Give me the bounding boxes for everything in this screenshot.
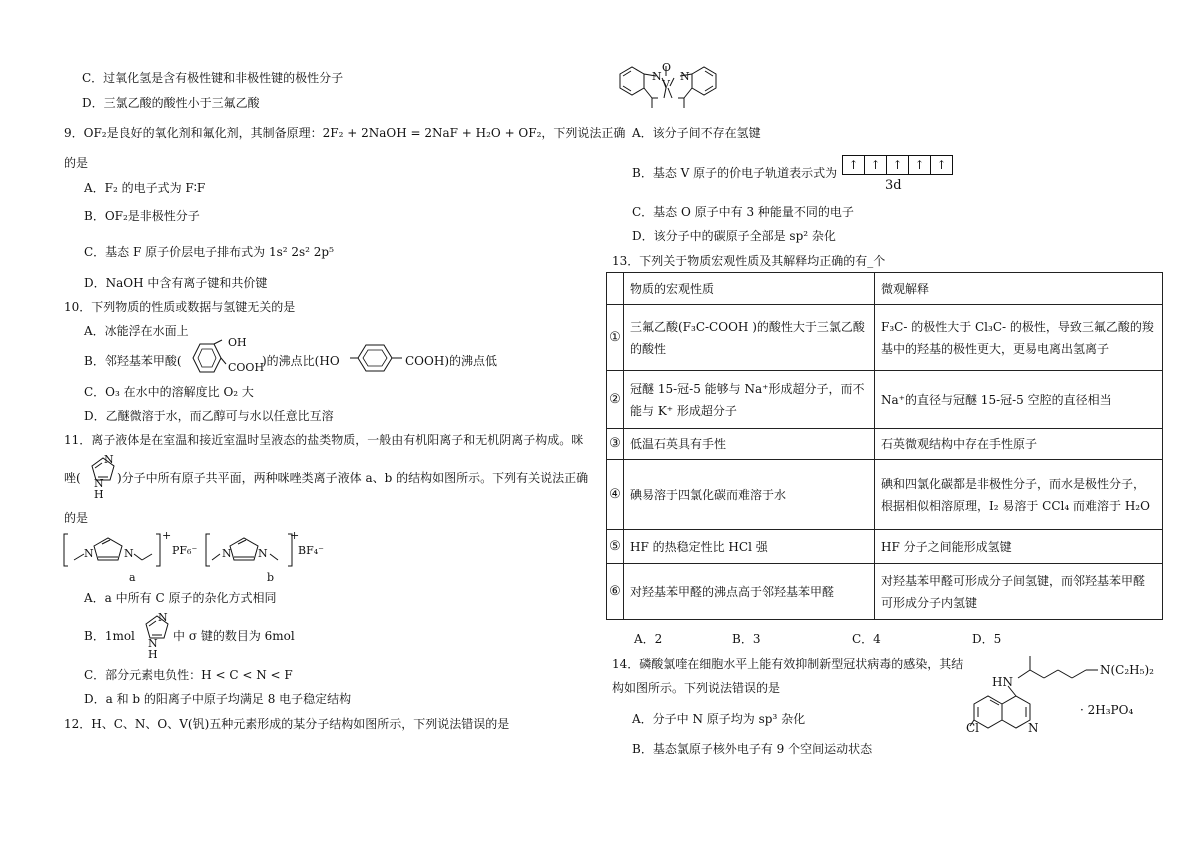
q13-option-d: D．5	[972, 632, 1002, 646]
row-number: ⑥	[607, 564, 624, 620]
macro-property: 碘易溶于四氯化碳而难溶于水	[624, 460, 875, 530]
macro-property: 三氟乙酸(F₃C-COOH )的酸性大于三氯乙酸的酸性	[624, 305, 875, 371]
q14-option-b: B．基态氯原子核外电子有 9 个空间运动状态	[632, 742, 873, 756]
micro-explanation: 对羟基苯甲醛可形成分子间氢键，而邻羟基苯甲醛可形成分子内氢键	[875, 564, 1163, 620]
ionic-a-anion: PF₆⁻	[172, 544, 198, 557]
ionic-b-label: b	[267, 571, 275, 584]
q10-option-d: D．乙醚微溶于水，而乙醇可与水以任意比互溶	[84, 409, 334, 423]
table-row	[607, 305, 1163, 371]
ionic-liquid-a-structure	[62, 532, 162, 568]
q9-option-a: A．F₂ 的电子式为 F∶F	[84, 181, 206, 195]
q12-stem: 12．H、C、N、O、V(钒)五种元素形成的某分子结构如图所示，下列说法错误的是	[64, 717, 510, 731]
orbital-box: ↑	[931, 155, 953, 175]
q10-option-a: A．冰能浮在水面上	[84, 324, 189, 338]
table-row	[607, 564, 1163, 620]
orbital-box: ↑	[909, 155, 931, 175]
table-header-cell: 物质的宏观性质	[624, 273, 875, 305]
row-number: ②	[607, 371, 624, 429]
q11-option-b-prefix: B．1mol	[84, 629, 135, 643]
q9-stem-cont: 的是	[64, 156, 89, 170]
q12-option-b: B．基态 V 原子的价电子轨道表示式为	[632, 166, 838, 180]
table-header-cell	[607, 273, 624, 305]
orbital-box: ↑	[887, 155, 909, 175]
q9-stem: 9．OF₂是良好的氧化剂和氟化剂，其制备原理：2F₂ + 2NaOH = 2NaF + H₂O + OF₂，下列说法正确	[64, 126, 626, 140]
macro-property: HF 的热稳定性比 HCl 强	[624, 530, 875, 564]
q8-option-c: C．过氧化氢是含有极性键和非极性键的极性分子	[82, 71, 344, 85]
q9-option-d: D．NaOH 中含有离子键和共价键	[84, 276, 268, 290]
ionic-b-n1-label: N	[222, 547, 232, 560]
imidazole-n-label: N	[104, 453, 114, 466]
complex-n2-label: N	[680, 70, 690, 83]
q14-stem-cont: 构如图所示。下列说法错误的是	[612, 681, 781, 695]
ionic-b-n2-label: N	[258, 547, 268, 560]
salicylic-oh-label: OH	[228, 336, 247, 349]
q14-option-a: A．分子中 N 原子均为 sp³ 杂化	[632, 712, 806, 726]
q11-stem-prefix: 唑(	[64, 471, 81, 485]
macro-property: 低温石英具有手性	[624, 429, 875, 460]
table-row	[607, 530, 1163, 564]
orbital-box: ↑	[842, 155, 865, 175]
table-row	[607, 429, 1163, 460]
complex-o-top-label: O	[662, 61, 672, 74]
ionic-a-n1-label: N	[84, 547, 94, 560]
q8-option-d: D．三氯乙酸的酸性小于三氟乙酸	[82, 96, 260, 110]
ionic-a-charge: +	[162, 529, 172, 542]
table-row	[607, 460, 1163, 530]
q12-option-d: D．该分子中的碳原子全部是 sp² 杂化	[632, 229, 836, 243]
q10-option-b-suffix: COOH)的沸点低	[405, 354, 498, 368]
q11-stem: 11．离子液体是在室温和接近室温时呈液态的盐类物质，一般由有机阳离子和无机阴离子构成。咪	[64, 433, 584, 447]
chloroquine-n-label: N	[1028, 721, 1039, 735]
imidazole-b-h-label: H	[148, 648, 158, 661]
chloroquine-phosphate-label: · 2H₃PO₄	[1080, 703, 1134, 717]
q12-option-c: C．基态 O 原子中有 3 种能量不同的电子	[632, 205, 854, 219]
chloroquine-cl-label: Cl	[966, 721, 980, 735]
q11-option-b-suffix: 中 σ 键的数目为 6mol	[173, 629, 295, 643]
micro-explanation: HF 分子之间能形成氢键	[875, 530, 1163, 564]
micro-explanation: Na⁺的直径与冠醚 15-冠-5 空腔的直径相当	[875, 371, 1163, 429]
q10-option-b-mid: )的沸点比(HO	[262, 354, 340, 368]
q11-option-c: C．部分元素电负性：H < C < N < F	[84, 668, 293, 682]
q11-option-d: D．a 和 b 的阳离子中原子均满足 8 电子稳定结构	[84, 692, 352, 706]
imidazole-h-label: H	[94, 488, 104, 501]
micro-explanation: 碘和四氯化碳都是非极性分子，而水是极性分子，根据相似相溶原理，I₂ 易溶于 CCl₄ 而难溶于 H₂O	[875, 460, 1163, 530]
orbital-box: ↑	[865, 155, 887, 175]
q11-option-a: A．a 中所有 C 原子的杂化方式相同	[84, 591, 277, 605]
orbital-subshell-label: 3d	[885, 178, 902, 193]
row-number: ③	[607, 429, 624, 460]
chloroquine-diethylamino-label: N(C₂H₅)₂	[1100, 663, 1154, 677]
row-number: ④	[607, 460, 624, 530]
q13-stem: 13．下列关于物质宏观性质及其解释均正确的有_个	[612, 254, 886, 268]
macro-property: 对羟基苯甲醛的沸点高于邻羟基苯甲醛	[624, 564, 875, 620]
ionic-b-anion: BF₄⁻	[298, 544, 324, 557]
q11-stem-suffix: )分子中所有原子共平面，两种咪唑类离子液体 a、b 的结构如图所示。下列有关说法正确	[117, 471, 589, 485]
ionic-liquid-b-structure	[204, 532, 304, 568]
salicylic-cooh-label: COOH	[228, 361, 265, 374]
table-row	[607, 371, 1163, 429]
table-header-cell: 微观解释	[875, 273, 1163, 305]
q10-stem: 10．下列物质的性质或数据与氢键无关的是	[64, 300, 296, 314]
q11-stem-cont: 的是	[64, 511, 89, 525]
q13-option-c: C．4	[852, 632, 881, 646]
q13-option-b: B．3	[732, 632, 761, 646]
q9-option-b: B．OF₂是非极性分子	[84, 209, 200, 223]
table-header-row	[607, 273, 1163, 305]
q10-option-b-prefix: B．邻羟基苯甲酸(	[84, 354, 182, 368]
complex-v-label: V	[662, 78, 670, 91]
q10-option-c: C．O₃ 在水中的溶解度比 O₂ 大	[84, 385, 254, 399]
q13-option-a: A．2	[634, 632, 663, 646]
micro-explanation: 石英微观结构中存在手性原子	[875, 429, 1163, 460]
imidazole-b-n-label: N	[158, 611, 168, 624]
ionic-b-charge: +	[290, 529, 300, 542]
macro-property: 冠醚 15-冠-5 能够与 Na⁺形成超分子，而不能与 K⁺ 形成超分子	[624, 371, 875, 429]
q13-table	[606, 272, 1163, 620]
complex-n1-label: N	[652, 70, 662, 83]
vanadium-orbital-diagram	[842, 155, 953, 175]
q9-option-c: C．基态 F 原子价层电子排布式为 1s² 2s² 2p⁵	[84, 245, 334, 259]
row-number: ①	[607, 305, 624, 371]
q14-stem: 14．磷酸氯喹在细胞水平上能有效抑制新型冠状病毒的感染，其结	[612, 657, 964, 671]
imidazole-nh-label: N	[94, 477, 104, 490]
ionic-a-n2-label: N	[124, 547, 134, 560]
imidazole-b-nh-label: N	[148, 637, 158, 650]
q12-option-a: A．该分子间不存在氢键	[632, 126, 761, 140]
ionic-a-label: a	[129, 571, 136, 584]
chloroquine-hn-label: HN	[992, 675, 1013, 689]
micro-explanation: F₃C- 的极性大于 Cl₃C- 的极性，导致三氟乙酸的羧基中的羟基的极性更大，更易电离出氢离子	[875, 305, 1163, 371]
para-hydroxybenzoic-structure	[350, 343, 408, 373]
row-number: ⑤	[607, 530, 624, 564]
